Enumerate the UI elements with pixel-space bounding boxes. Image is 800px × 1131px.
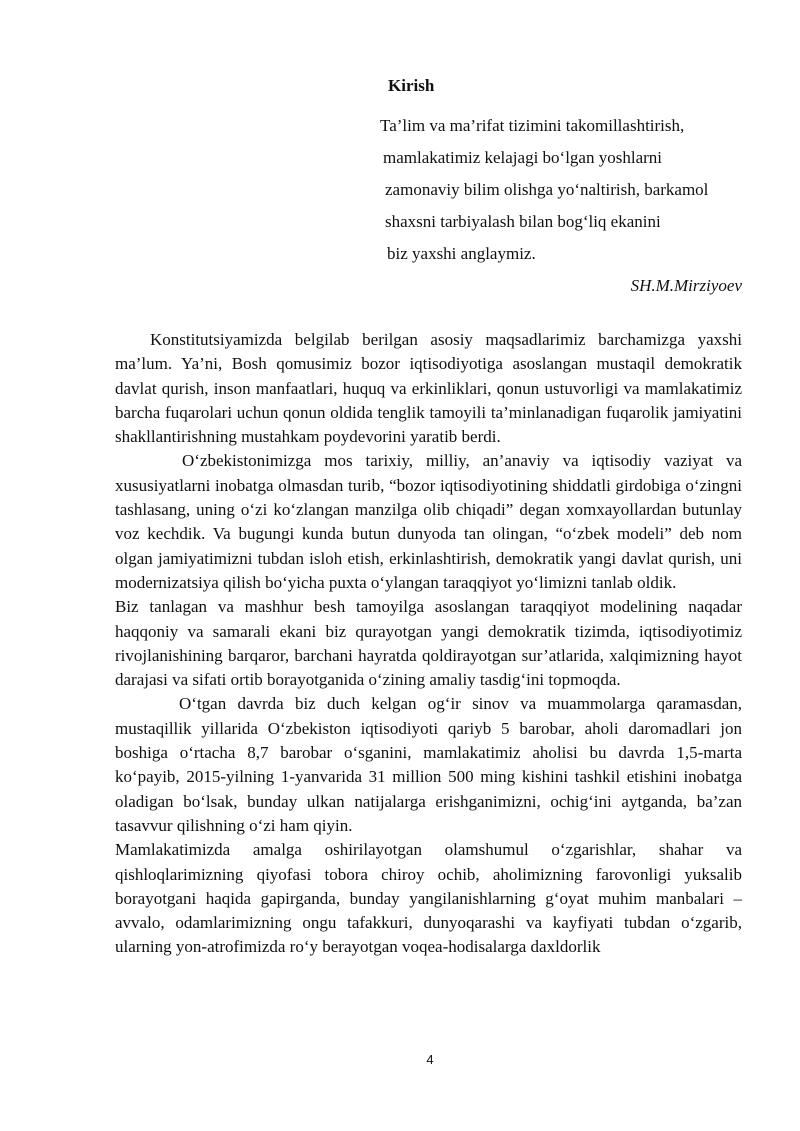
- epigraph-line: zamonaviy bilim olishga yo‘naltirish, barkamol: [385, 180, 709, 199]
- epigraph-line: shaxsni tarbiyalash bilan bog‘liq ekanini: [385, 212, 661, 231]
- epigraph-line: biz yaxshi anglaymiz.: [387, 244, 536, 263]
- paragraph: Biz tanlagan va mashhur besh tamoyilga asoslangan taraqqiyot modelining naqadar haqqoniy va samarali ekani biz qurayotgan yangi demokratik tizimda, iqtisodiyotimiz rivojlanishining barqaror, barchani hayratda qoldirayotgan sur’atlarida, xalqimizning hayot darajasi va sifati ortib borayotganida o‘zining amaliy tasdig‘ini topmoqda.: [115, 597, 742, 690]
- paragraph: O‘tgan davrda biz duch kelgan og‘ir sinov va muammolarga qaramasdan, mustaqillik yillarida O‘zbekiston iqtisodiyoti qariyb 5 barobar, aholi daromadlari jon boshiga o‘rtacha 8,7 barobar o‘sganini, mamlakatimiz aholisi bu davrda 1,5-marta ko‘payib, 2015-yilning 1-yanvarida 31 million 500 ming kishini tashkil etishini inobatga oladigan bo‘lsak, bunday ulkan natijalarga erishganimizni, ochig‘ini aytganda, ba’zan tasavvur qilishning o‘zi ham qiyin.: [115, 694, 742, 835]
- page-number: 4: [426, 1052, 434, 1067]
- epigraph-line: Ta’lim va ma’rifat tizimini takomillashtirish,: [380, 116, 685, 135]
- section-heading: Kirish: [388, 76, 435, 95]
- paragraph: Konstitutsiyamizda belgilab berilgan asosiy maqsadlarimiz barchamizga yaxshi ma’lum. Ya’ni, Bosh qomusimiz bozor iqtisodiyotiga asoslangan mustaqil demokratik davlat qurish, inson manfaatlari, huquq va erkinliklari, qonun ustuvorligi va mamlakatimiz barcha fuqarolari uchun qonun oldida tenglik tamoyili ta’minlanadigan fuqarolik jamiyatini shakllantirishning mustahkam poydevorini yaratib berdi.: [115, 330, 742, 447]
- epigraph-line: mamlakatimiz kelajagi bo‘lgan yoshlarni: [383, 148, 662, 167]
- body-text: [115, 328, 742, 960]
- paragraph: O‘zbekistonimizga mos tarixiy, milliy, an’anaviy va iqtisodiy vaziyat va xususiyatlarni inobatga olmasdan turib, “bozor iqtisodiyotining shiddatli girdobiga o‘zingni tashlasang, uning o‘zi ko‘zlangan manzilga olib chiqadi” degan xomxayollardan butunlay voz kechdik. Va bugungi kunda butun dunyoda tan olingan, “o‘zbek modeli” deb nom olgan jamiyatimizni tubdan isloh etish, erkinlashtirish, demokratik yangi davlat qurish, uni modernizatsiya qilish bo‘yicha puxta o‘ylangan taraqqiyot yo‘limizni tanlab oldik.: [115, 451, 742, 592]
- paragraph: Mamlakatimizda amalga oshirilayotgan olamshumul o‘zgarishlar, shahar va qishloqlarimizning qiyofasi tobora chiroy ochib, aholimizning farovonligi yuksalib borayotgani haqida gapirganda, bunday yangilanishlarning g‘oyat muhim manbalari – avvalo, odamlarimizning ongu tafakkuri, dunyoqarashi va kayfiyati tubdan o‘zgarib, ularning yon-atrofimizda ro‘y berayotgan voqea-hodisalarga daxldorlik: [115, 840, 742, 957]
- epigraph-author: SH.M.Mirziyoev: [630, 276, 742, 295]
